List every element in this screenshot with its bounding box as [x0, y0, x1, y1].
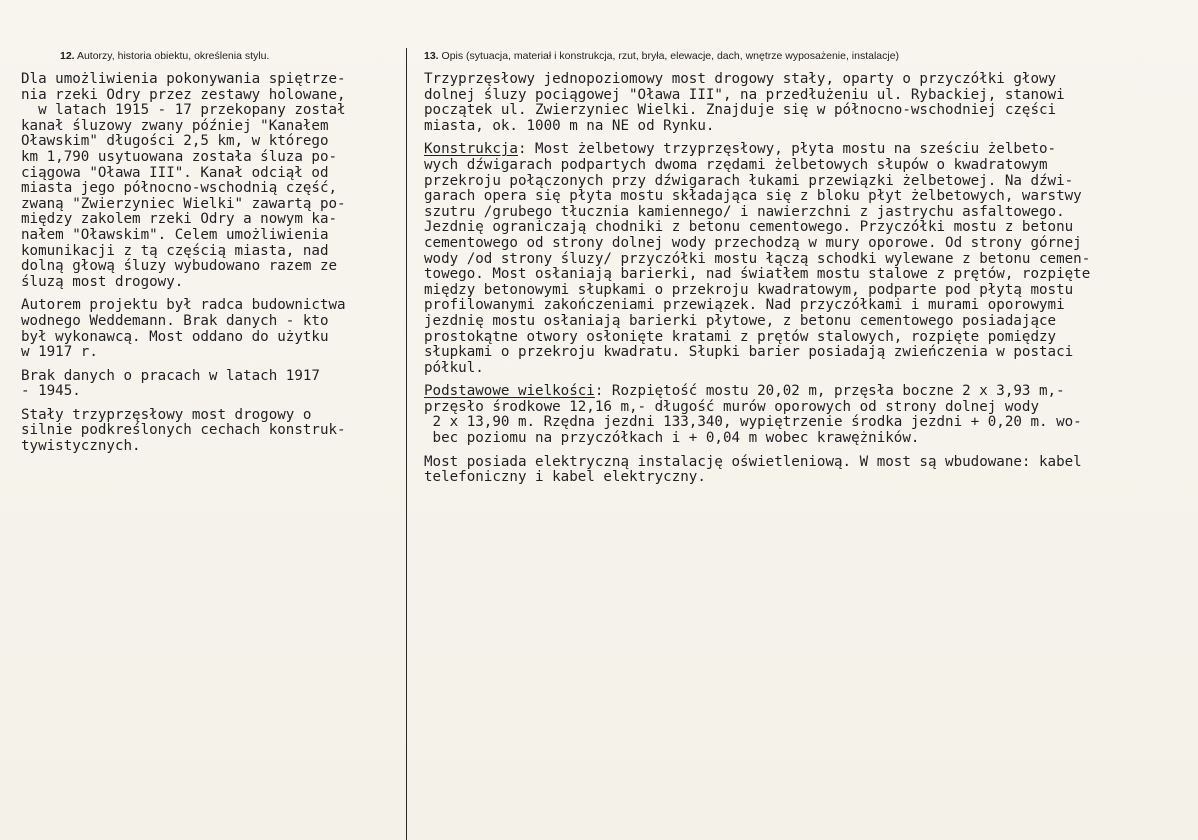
history-column [21, 72, 403, 463]
history-paragraph-1: Dla umożliwienia pokonywania spiętrze- nia rzeki Odry przez zestawy holowane, w latach 1915 - 17 przekopany został kanał śluzowy zwany później "Kanałem Oławskim" długości 2,5 km, w którego km 1,790 usytuowana została śluza po- ciągowa "Oława III". Kanał odciął od miasta jego północno-wschodnią część, zwaną "Zwierzyniec Wielki" zawartą po- między zakolem rzeki Odry a nowym ka- nałem "Oławskim". Celem umożliwienia komunikacji z tą częścią miasta, nad dolną głową śluzy wybudowano razem ze śluzą most drogowy. [21, 71, 346, 290]
history-paragraph-3: Brak danych o pracach w latach 1917 - 1945. [21, 367, 320, 400]
history-paragraph-2: Autorem projektu był radca budownictwa wodnego Weddemann. Brak danych - kto był wykonawcą. Most oddano do użytku w 1917 r. [21, 297, 346, 361]
construction-text: : Most żelbetowy trzyprzęsłowy, płyta mostu na sześciu żelbeto- wych dźwigarach podpartych dwoma rzędami żelbetowych słupów o kwadratowym przekroju połączonych przy dźwigarach łukami przewiązki żelbetowej. Na dźwi- garach opera się płyta mostu składająca się z bloku płyt żelbetowych, warstwy szutru /grubego tłucznia kamiennego/ i nawierzchni z jastrychu asfaltowego. Jezdnię ograniczają chodniki z betonu cementowego. Przyczółki mostu z betonu cementowego od strony dolnej wody przechodzą w mury oporowe. Od strony górnej wody /od strony śluzy/ przyczółki mostu łączą schodki wylewane z betonu cemen- towego. Most osłaniają barierki, nad światłem mostu stalowe z prętów, rozpięte między betonowymi słupkami o przekroju kwadratowym, podparte pod płytą mostu profilowanymi zakończeniami przewiązek. Nad przyczółkami i murami oporowymi jezdnię mostu osłaniają barierki płytowe, z betonu cementowego posiadające prostokątne otwory osłonięte kratami z prętów stalowych, rozpięte pomiędzy słupkami o przekroju kwadratu. Słupki barier posiadają zwieńczenia w postaci półkul. [424, 141, 1091, 376]
column-divider [406, 48, 407, 840]
installations-paragraph: Most posiada elektryczną instalację oświetleniową. W most są wbudowane: kabel telefoniczny i kabel elektryczny. [424, 453, 1082, 486]
section-12-header [60, 50, 269, 62]
description-column [424, 72, 1184, 494]
section-13-title: Opis (sytuacja, materiał i konstrukcja, rzut, bryła, elewacje, dach, wnętrze wyposażenie, instalacje) [441, 50, 900, 62]
description-intro: Trzyprzęsłowy jednopoziomowy most drogowy stały, oparty o przyczółki głowy dolnej śluzy pociągowej "Oława III", na przedłużeniu ul. Rybackiej, stanowi początek ul. Zwierzyniec Wielki. Znajduje się w północno-wschodniej części miasta, ok. 1000 m na NE od Rynku. [424, 71, 1065, 134]
section-12-title: Autorzy, historia obiektu, określenia stylu. [76, 50, 270, 62]
construction-label: Konstrukcja [424, 141, 518, 158]
section-13-header [424, 50, 899, 62]
history-paragraph-4: Stały trzyprzęsłowy most drogowy o silnie podkreślonych cechach konstruk- tywistycznych. [21, 406, 346, 455]
section-12-number: 12. [60, 50, 75, 62]
dimensions-text: : Rozpiętość mostu 20,02 m, przęsła boczne 2 x 3,93 m,- przęsło środkowe 12,16 m,- długość murów oporowych od strony dolnej wody 2 x 13,90 m. Rzędna jezdni 133,340, wypiętrzenie środka jezdni + 0,20 m. wo- bec poziomu na przyczółkach i + 0,04 m wobec krawężników. [424, 383, 1082, 447]
construction-paragraph [424, 142, 1184, 376]
dimensions-label: Podstawowe wielkości [424, 383, 595, 400]
dimensions-paragraph [424, 384, 1184, 446]
section-13-number: 13. [424, 50, 439, 62]
